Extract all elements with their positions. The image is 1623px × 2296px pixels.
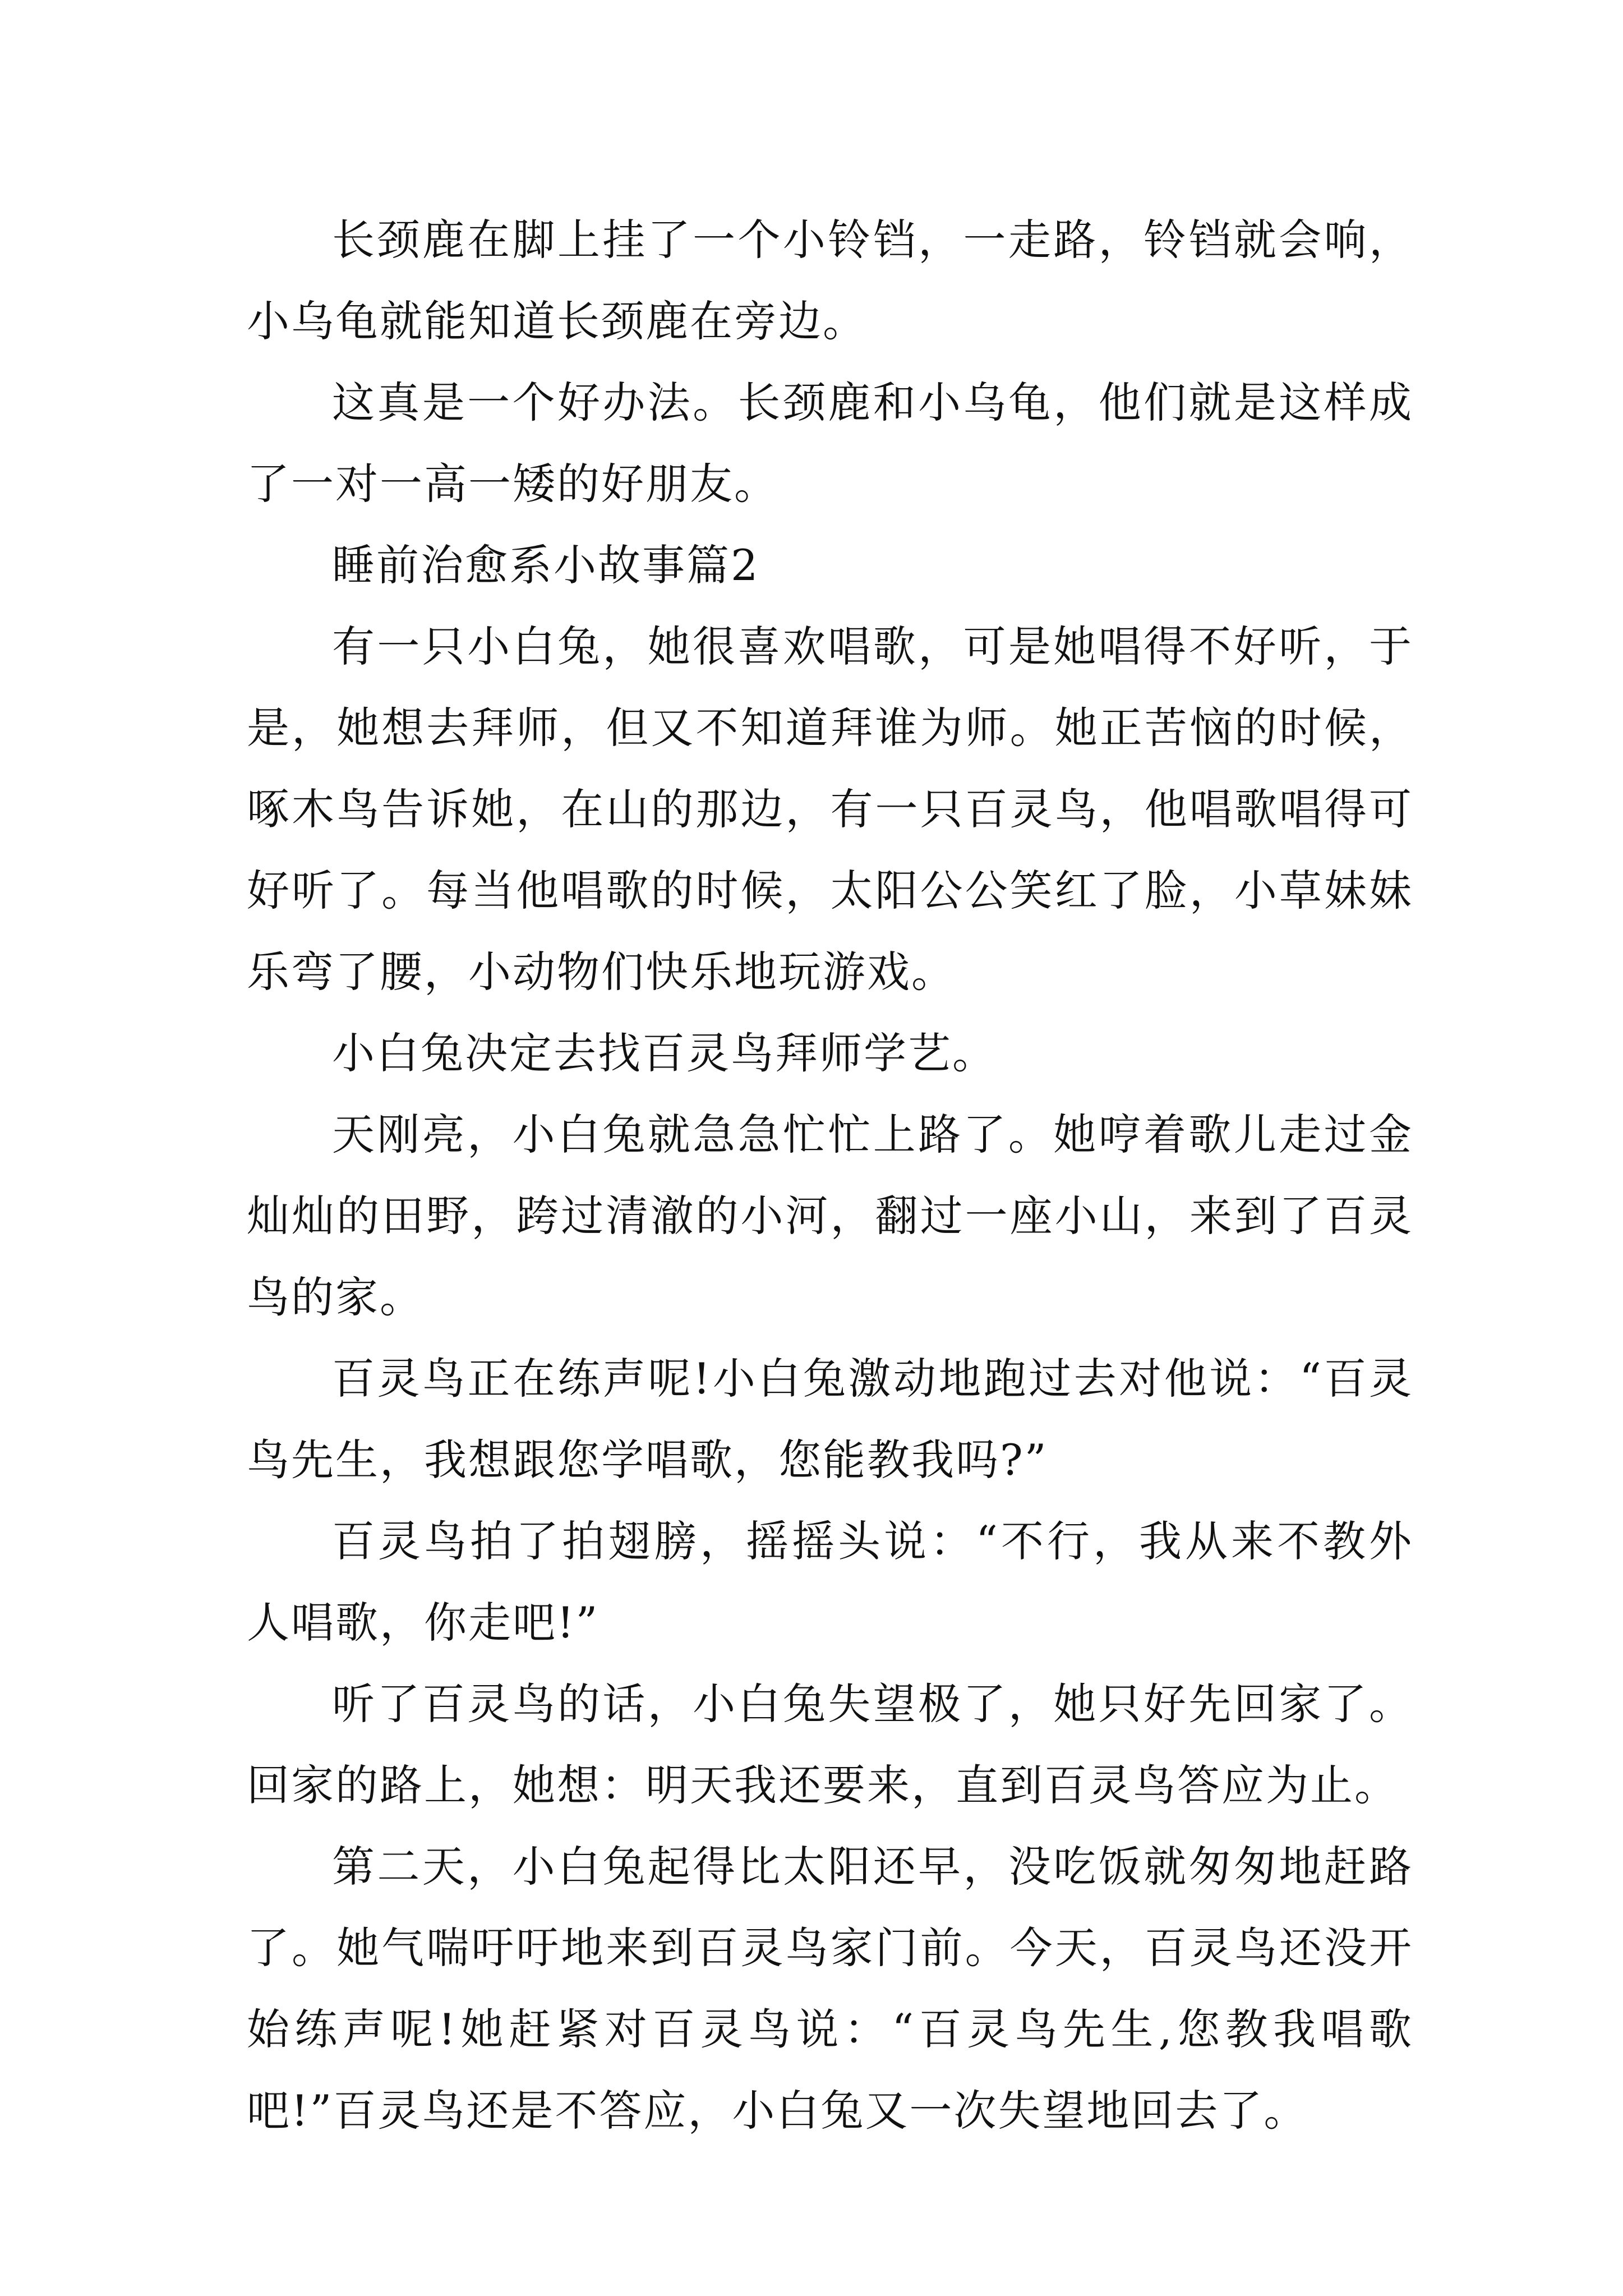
paragraph-rabbit-decision: 小白兔决定去找百灵鸟拜师学艺。 — [332, 1028, 997, 1078]
paragraph-giraffe-bell: 长颈鹿在脚上挂了一个小铃铛，一走路，铃铛就会响，小乌龟就能知道长颈鹿在旁边。 — [247, 215, 1413, 346]
document-body — [247, 199, 1413, 2151]
section-heading: 睡前治愈系小故事篇2 — [332, 540, 760, 590]
paragraph-good-friends: 这真是一个好办法。长颈鹿和小乌龟，他们就是这样成了一对一高一矮的好朋友。 — [247, 378, 1413, 509]
paragraph-disappointed: 听了百灵鸟的话，小白兔失望极了，她只好先回家了。回家的路上，她想：明天我还要来，直到百灵鸟答应为止。 — [247, 1679, 1413, 1810]
paragraph-refusal: 百灵鸟拍了拍翅膀，摇摇头说：“不行，我从来不教外人唱歌，你走吧!” — [247, 1516, 1413, 1648]
paragraph-journey: 天刚亮，小白兔就急急忙忙上路了。她哼着歌儿走过金灿灿的田野，跨过清澈的小河，翻过一座小山，来到了百灵鸟的家。 — [247, 1110, 1413, 1322]
paragraph-second-day: 第二天，小白兔起得比太阳还早，没吃饭就匆匆地赶路了。她气喘吁吁地来到百灵鸟家门前。今天，百灵鸟还没开始练声呢!她赶紧对百灵鸟说：“百灵鸟先生,您教我唱歌吧!”百灵鸟还是不答应，小白兔又一次失望地回去了。 — [247, 1842, 1413, 2136]
paragraph-rabbit-intro: 有一只小白兔，她很喜欢唱歌，可是她唱得不好听，于是，她想去拜师，但又不知道拜谁为师。她正苦恼的时候，啄木鸟告诉她，在山的那边，有一只百灵鸟，他唱歌唱得可好听了。每当他唱歌的时候，太阳公公笑红了脸，小草妹妹乐弯了腰，小动物们快乐地玩游戏。 — [247, 622, 1413, 997]
paragraph-first-request: 百灵鸟正在练声呢!小白兔激动地跑过去对他说：“百灵鸟先生，我想跟您学唱歌，您能教我吗?” — [247, 1354, 1413, 1485]
